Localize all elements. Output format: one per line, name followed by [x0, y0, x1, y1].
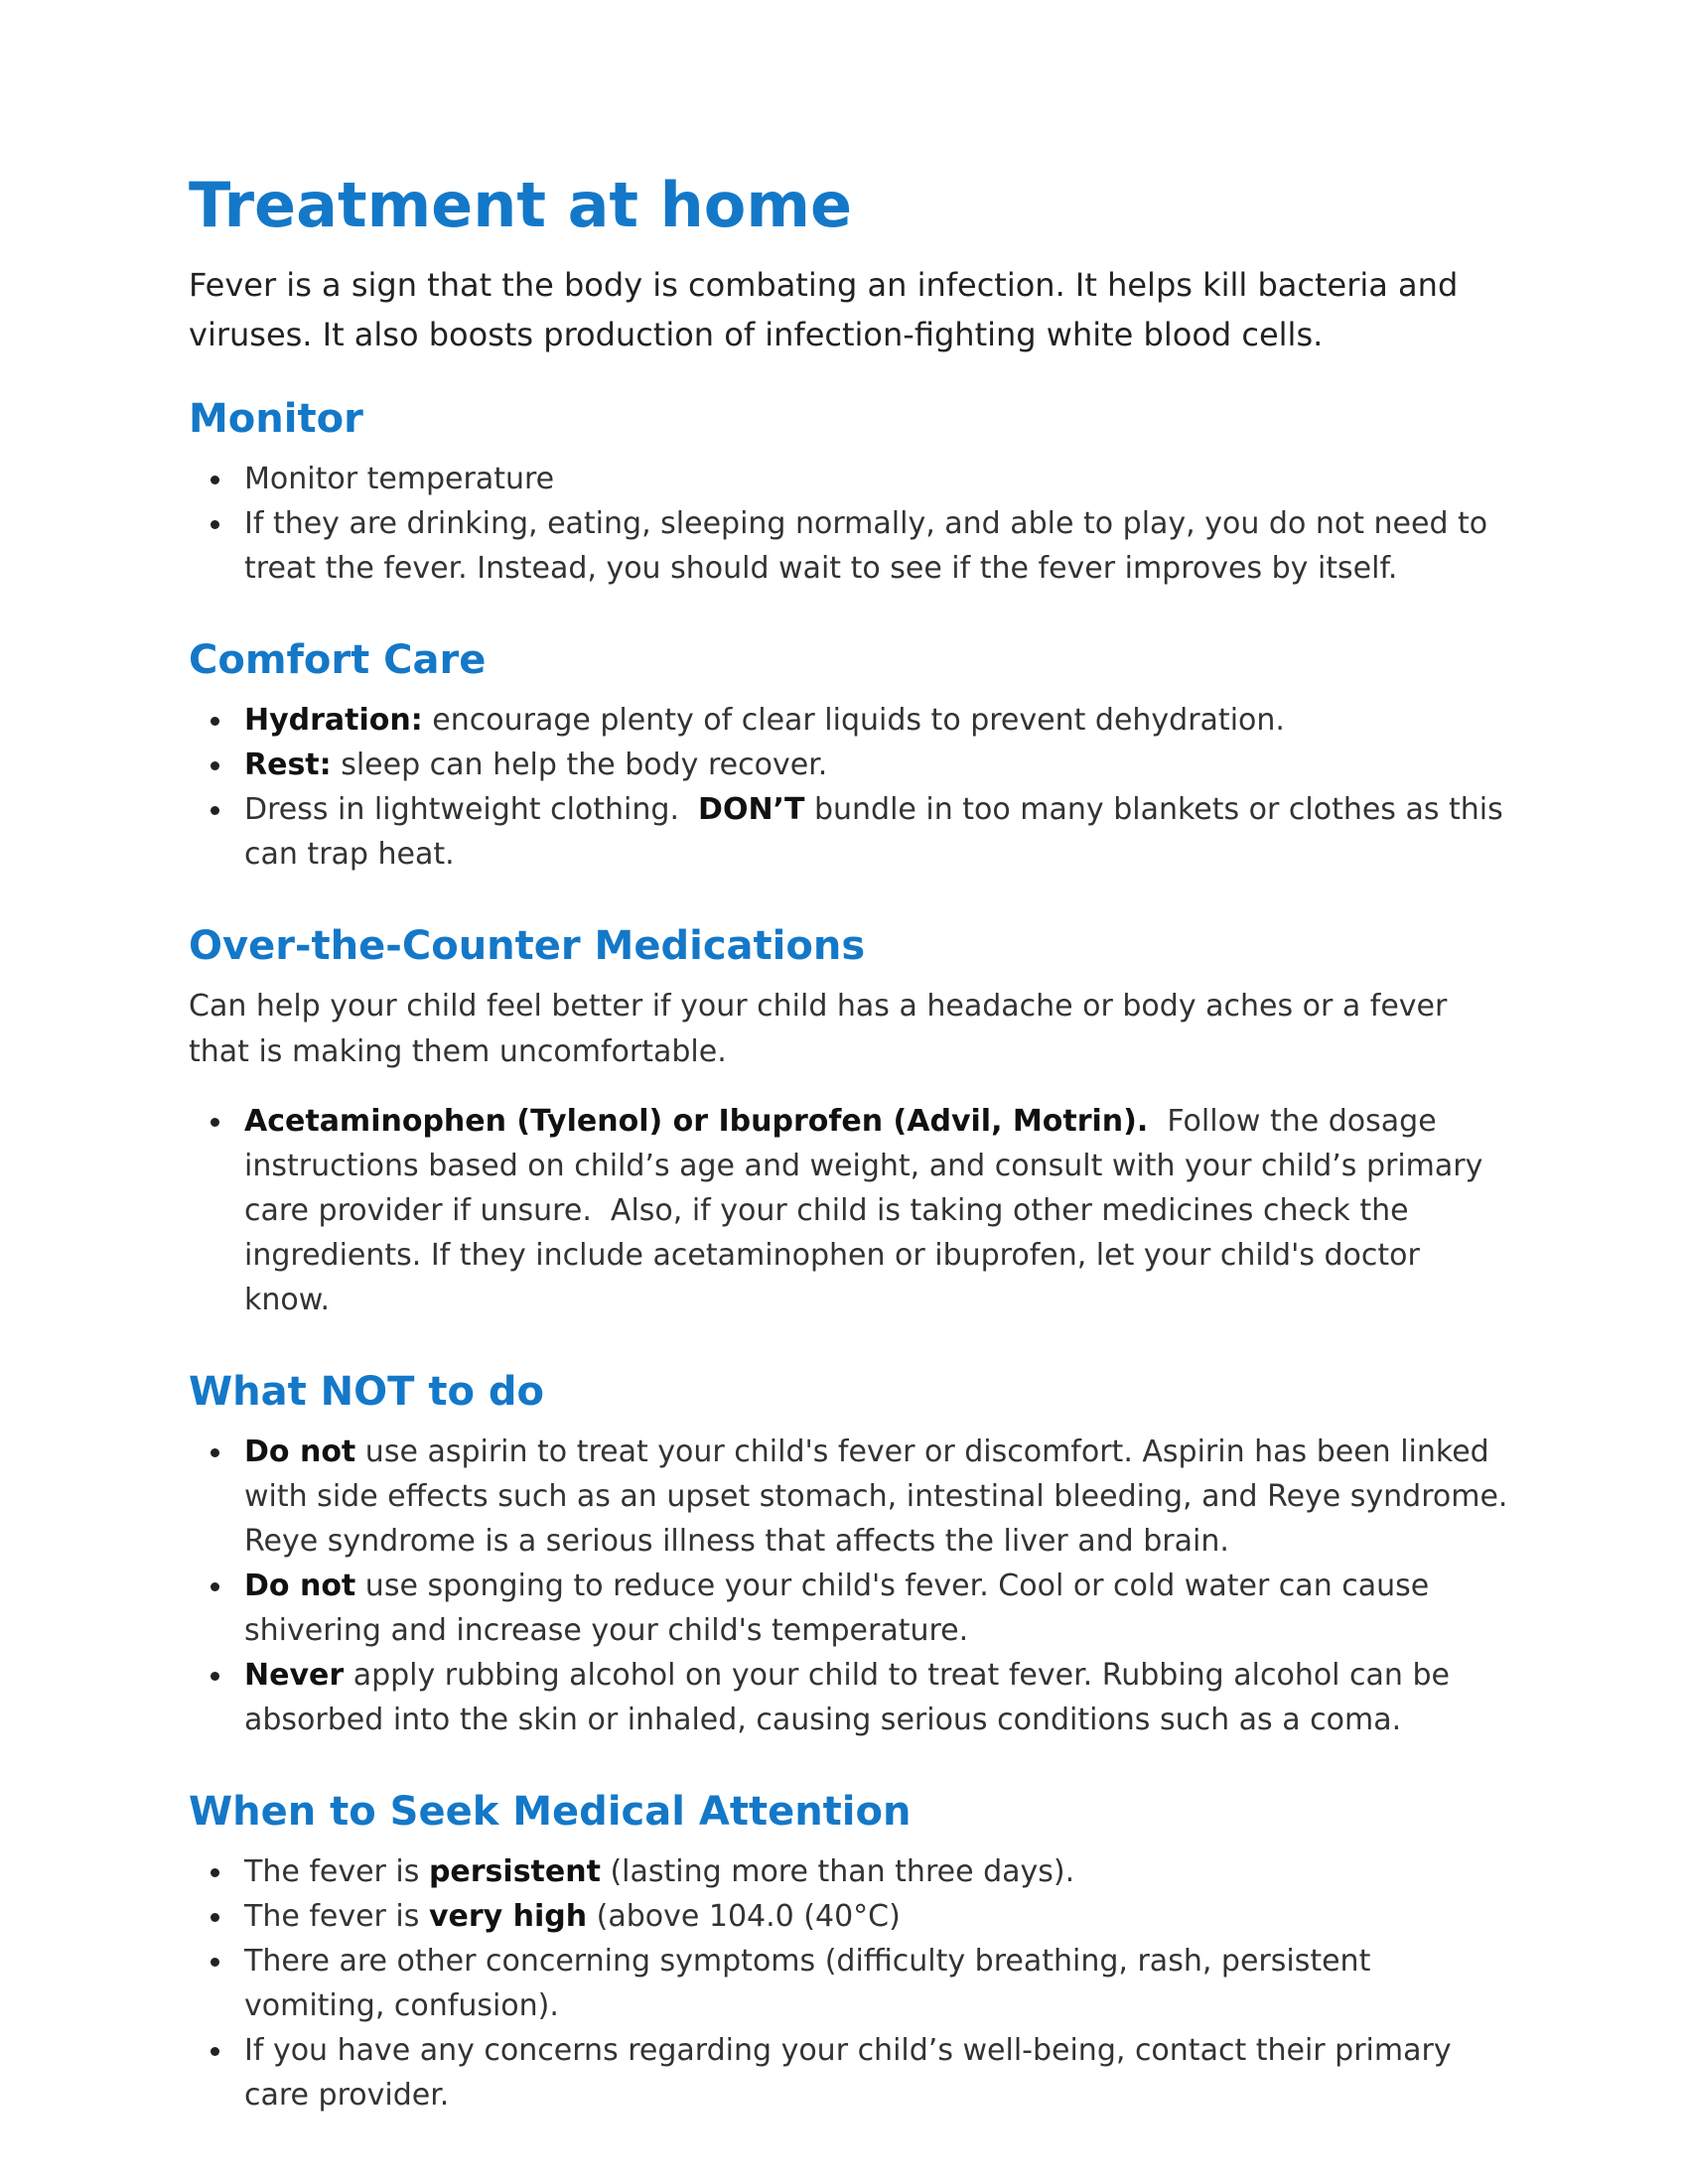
list-item [244, 1849, 1509, 1894]
comfort-list [189, 698, 1509, 877]
otc-list [189, 1099, 1509, 1322]
item-text: sleep can help the body recover. [331, 748, 828, 782]
section-heading-what-not-to-do: What NOT to do [189, 1369, 544, 1415]
not-to-do-list [189, 1430, 1509, 1742]
list-item [244, 1939, 1509, 2028]
section-what-not-to-do [189, 1366, 1509, 1742]
section-seek-medical-attention [189, 1786, 1509, 2117]
section-comfort-care [189, 634, 1509, 877]
monitor-list [189, 457, 1509, 591]
list-item: If they are drinking, eating, sleeping normally, and able to play, you do not need to treat the fever. Instead, you should wait to see if the fever improves by itself. [244, 501, 1509, 591]
document-page [189, 169, 1509, 2161]
item-text: Follow the dosage instructions based on child’s age and weight, and consult with your child’s primary care provider if unsure. Also, if your child is taking other medicines check the ingredients. If they include acetaminophen or ibuprofen, let your child's doctor know. [244, 1104, 1492, 1317]
list-item [244, 1653, 1509, 1742]
item-text: use sponging to reduce your child's fever. Cool or cold water can cause shivering and increase your child's temperature. [244, 1569, 1430, 1648]
item-text: (lasting more than three days). [600, 1854, 1075, 1889]
item-text: apply rubbing alcohol on your child to treat fever. Rubbing alcohol can be absorbed into the skin or inhaled, causing serious conditions such as a coma. [244, 1658, 1450, 1737]
item-text-pre: The fever is [244, 1854, 429, 1889]
list-item: Monitor temperature [244, 457, 1509, 501]
item-bold-label: Do not [244, 1569, 356, 1603]
intro-paragraph: Fever is a sign that the body is combating an infection. It helps kill bacteria and viruses. It also boosts production of infection-fighting white blood cells. [189, 266, 1459, 353]
item-text-pre: If you have any concerns regarding your child’s well-being, contact their primary care provider. [244, 2033, 1452, 2113]
item-bold-label: Acetaminophen (Tylenol) or Ibuprofen (Advil, Motrin). [244, 1104, 1149, 1139]
section-heading-seek-medical-attention: When to Seek Medical Attention [189, 1789, 912, 1835]
page-title: Treatment at home [189, 169, 853, 241]
item-bold-label: Do not [244, 1434, 356, 1469]
item-text-pre: There are other concerning symptoms (difficulty breathing, rash, persistent vomiting, confusion). [244, 1944, 1371, 2023]
section-heading-comfort-care: Comfort Care [189, 637, 487, 683]
item-text: bundle in too many blankets or clothes as this can trap heat. [244, 792, 1503, 872]
list-item [244, 698, 1509, 743]
item-bold-label: Never [244, 1658, 345, 1693]
section-heading-otc: Over-the-Counter Medications [189, 923, 866, 969]
seek-list [189, 1849, 1509, 2117]
list-item [244, 787, 1509, 877]
item-text: encourage plenty of clear liquids to prevent dehydration. [422, 703, 1285, 738]
section-otc-medications [189, 920, 1509, 1322]
item-text: (above 104.0 (40°C) [587, 1899, 901, 1934]
section-heading-monitor: Monitor [189, 396, 363, 442]
item-bold-label: very high [428, 1899, 588, 1934]
otc-paragraph: Can help your child feel better if your child has a headache or body aches or a fever that is making them uncomfortable. [189, 989, 1448, 1069]
item-text-pre: The fever is [244, 1899, 429, 1934]
section-monitor [189, 393, 1509, 591]
list-item [244, 2028, 1509, 2117]
list-item [244, 743, 1509, 787]
item-text: use aspirin to treat your child's fever or discomfort. Aspirin has been linked with side effects such as an upset stomach, intestinal bleeding, and Reye syndrome. Reye syndrome is a serious illness that affects the liver and brain. [244, 1434, 1508, 1559]
list-item [244, 1894, 1509, 1939]
item-bold-label: DON’T [698, 792, 805, 827]
item-text-pre: Dress in lightweight clothing. [244, 792, 699, 827]
item-bold-label: Hydration: [244, 703, 423, 738]
list-item [244, 1430, 1509, 1564]
list-item [244, 1564, 1509, 1653]
item-bold-label: Rest: [244, 748, 332, 782]
list-item [244, 1099, 1509, 1322]
item-bold-label: persistent [428, 1854, 601, 1889]
